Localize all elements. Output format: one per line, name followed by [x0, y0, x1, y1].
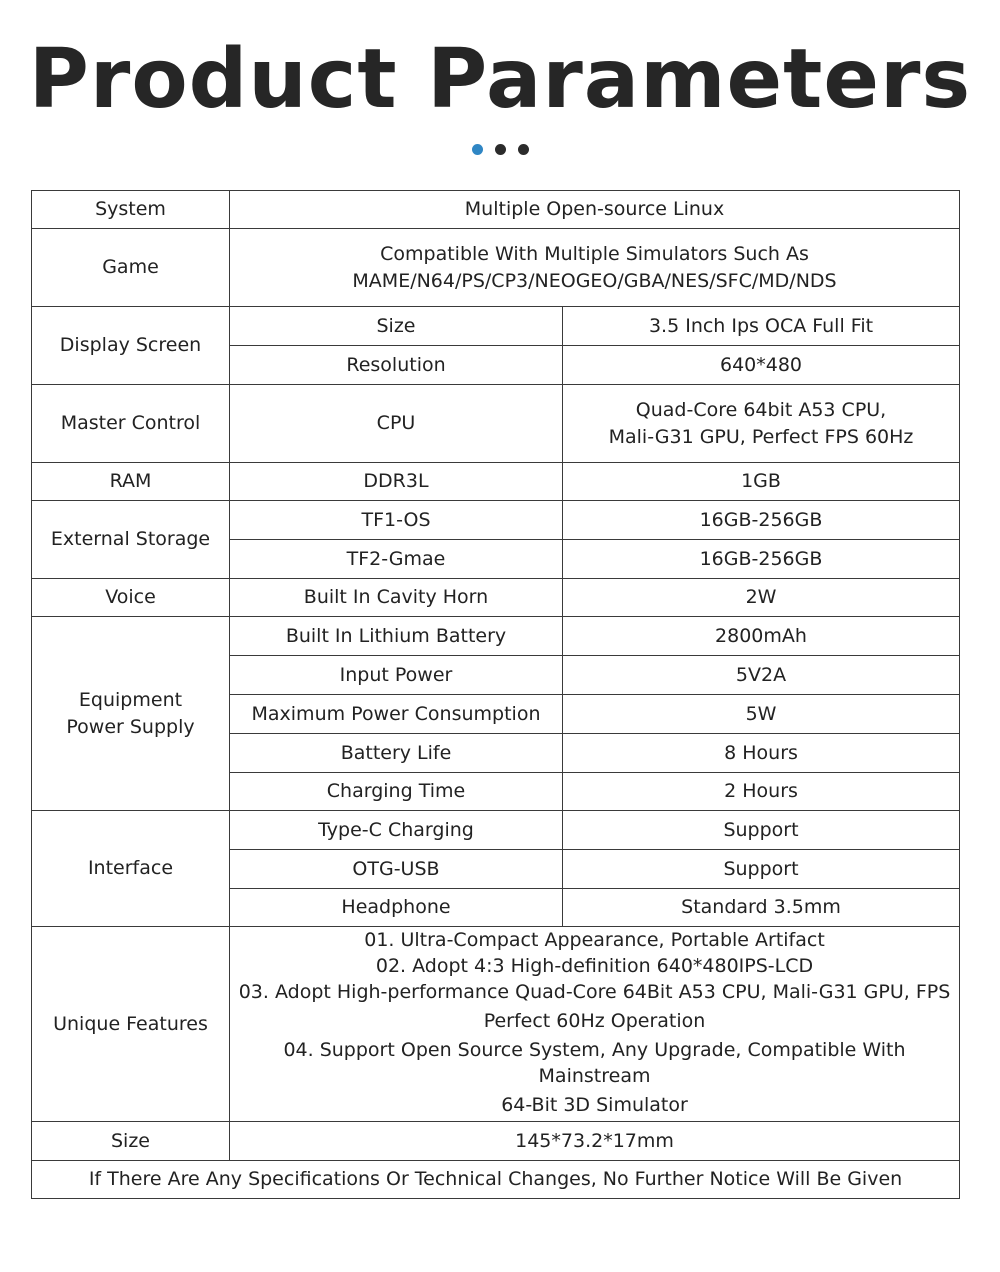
row-label: Unique Features — [32, 927, 230, 1122]
feature-line: 04. Support Open Source System, Any Upgrade, Compatible With Mainstream — [283, 1039, 906, 1087]
spec-name: TF1-OS — [230, 501, 563, 540]
feature-line: 02. Adopt 4:3 High-definition 640*480IPS-LCD — [375, 955, 814, 977]
value-line: Compatible With Multiple Simulators Such As — [380, 242, 809, 265]
spec-name: Charging Time — [230, 773, 563, 811]
row-label: Game — [32, 229, 230, 307]
label-line: Equipment — [78, 688, 183, 711]
row-value: 145*73.2*17mm — [230, 1122, 960, 1161]
spec-value: 5W — [563, 695, 960, 734]
value-line: Mali-G31 GPU, Perfect FPS 60Hz — [608, 425, 914, 448]
parameters-table — [31, 190, 960, 1199]
spec-name: Battery Life — [230, 734, 563, 773]
spec-value: Support — [563, 811, 960, 850]
dot-dark — [518, 144, 529, 155]
spec-name: Input Power — [230, 656, 563, 695]
table-row — [32, 229, 960, 307]
row-label: External Storage — [32, 501, 230, 579]
spec-name: Built In Lithium Battery — [230, 617, 563, 656]
table-row — [32, 579, 960, 617]
spec-value: 2W — [563, 579, 960, 617]
dot-accent — [472, 144, 483, 155]
value-line: MAME/N64/PS/CP3/NEOGEO/GBA/NES/SFC/MD/NDS — [352, 269, 837, 292]
feature-line: Perfect 60Hz Operation — [483, 1010, 706, 1032]
table-row — [32, 927, 960, 1122]
table-row — [32, 617, 960, 656]
row-label: Size — [32, 1122, 230, 1161]
title-dots — [0, 139, 1000, 158]
spec-value: 2 Hours — [563, 773, 960, 811]
table-row — [32, 463, 960, 501]
spec-value: 1GB — [563, 463, 960, 501]
features-list — [230, 927, 960, 1122]
feature-line: 01. Ultra-Compact Appearance, Portable Artifact — [364, 929, 825, 951]
spec-name: Headphone — [230, 889, 563, 927]
table-row — [32, 1161, 960, 1199]
page-title: Product Parameters — [28, 32, 972, 127]
table-row — [32, 811, 960, 850]
spec-value: 640*480 — [563, 346, 960, 385]
dot-dark — [495, 144, 506, 155]
spec-value: Support — [563, 850, 960, 889]
spec-name: Size — [230, 307, 563, 346]
spec-name: Maximum Power Consumption — [230, 695, 563, 734]
spec-value: 2800mAh — [563, 617, 960, 656]
spec-name: Type-C Charging — [230, 811, 563, 850]
footnote: If There Are Any Specifications Or Technical Changes, No Further Notice Will Be Given — [32, 1161, 960, 1199]
feature-line: 03. Adopt High-performance Quad-Core 64Bit A53 CPU, Mali-G31 GPU, FPS — [238, 981, 951, 1003]
spec-value: 5V2A — [563, 656, 960, 695]
spec-name: CPU — [230, 385, 563, 463]
spec-value: 16GB-256GB — [563, 501, 960, 540]
spec-value: 16GB-256GB — [563, 540, 960, 579]
row-value: Multiple Open-source Linux — [230, 191, 960, 229]
label-line: Power Supply — [66, 715, 195, 738]
feature-line: 64-Bit 3D Simulator — [501, 1094, 688, 1116]
row-label: Interface — [32, 811, 230, 927]
value-line: Quad-Core 64bit A53 CPU, — [635, 398, 887, 421]
row-label: Master Control — [32, 385, 230, 463]
spec-value: 8 Hours — [563, 734, 960, 773]
row-label: RAM — [32, 463, 230, 501]
row-label: Display Screen — [32, 307, 230, 385]
spec-name: OTG-USB — [230, 850, 563, 889]
row-label: Voice — [32, 579, 230, 617]
table-row — [32, 501, 960, 540]
spec-name: TF2-Gmae — [230, 540, 563, 579]
table-row — [32, 1122, 960, 1161]
row-value — [230, 229, 960, 307]
spec-name: DDR3L — [230, 463, 563, 501]
spec-value — [563, 385, 960, 463]
spec-name: Resolution — [230, 346, 563, 385]
row-label: System — [32, 191, 230, 229]
spec-value: Standard 3.5mm — [563, 889, 960, 927]
spec-value: 3.5 Inch Ips OCA Full Fit — [563, 307, 960, 346]
row-label — [32, 617, 230, 811]
table-row — [32, 191, 960, 229]
spec-name: Built In Cavity Horn — [230, 579, 563, 617]
table-row — [32, 307, 960, 346]
table-row — [32, 385, 960, 463]
